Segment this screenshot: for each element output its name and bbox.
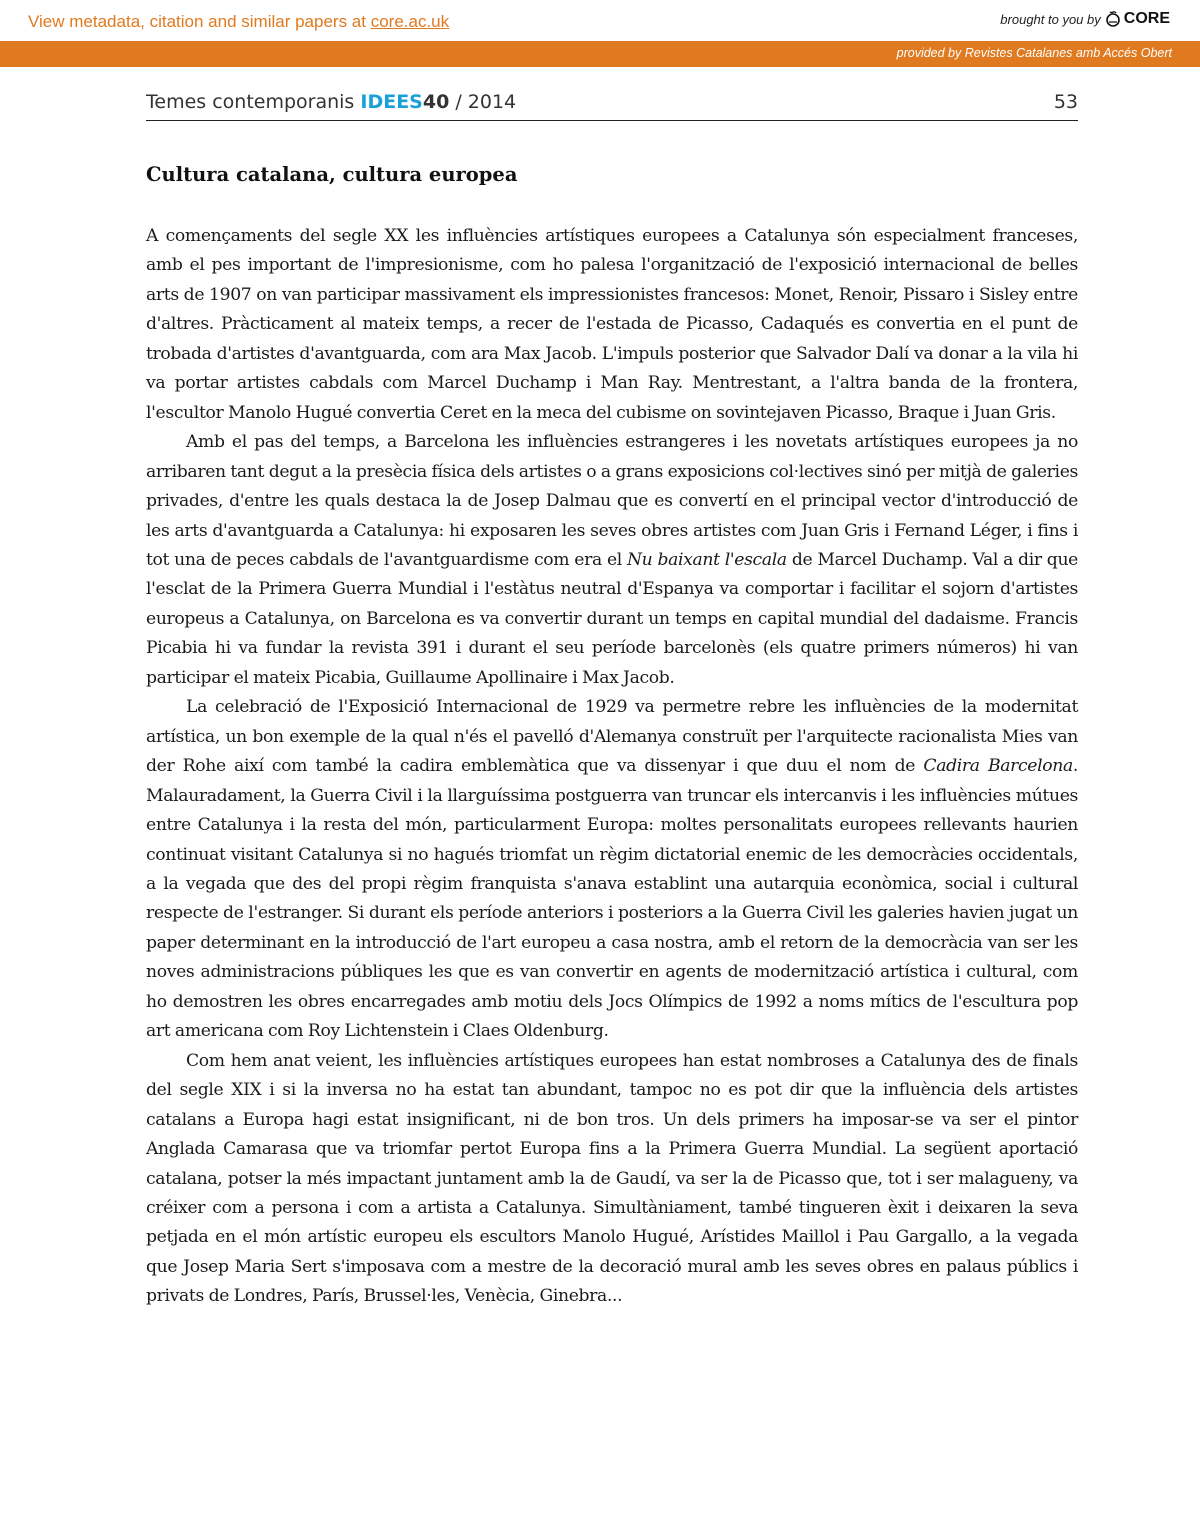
paragraph-4: Com hem anat veient, les influències artístiques europees han estat nombroses a Catalunya des de finals del segle XIX i si la inversa no ha estat tan abundant, tampoc no es pot dir que la influència dels artistes catalans a Europa hagi estat insignificant, ni de bon tros. Un dels primers ha imposar-se va ser el pintor Anglada Camarasa que va triomfar pertot Europa fins a la Primera Guerra Mundial. La següent aportació catalana, potser la més impactant juntament amb la de Gaudí, va ser la de Picasso que, tot i ser malagueny, va créixer com a persona i com a artista a Catalunya. Simultàniament, també tingueren èxit i deixaren la seva petjada en el món artístic europeu els escultors Manolo Hugué, Arístides Maillol i Pau Gargallo, a la vegada que Josep Maria Sert s'imposava com a mestre de la decoració mural amb les seves obres en palaus públics i privats de Londres, París, Brussel·les, Venècia, Ginebra... (146, 1050, 1078, 1307)
core-link-domain: core.ac.uk (370, 12, 450, 31)
brought-to-you-label: brought to you by (1000, 11, 1101, 27)
journal-issue: 40 (422, 91, 450, 113)
running-header (146, 88, 1078, 121)
paragraph-3-part-a: La celebració de l'Exposició Internacional de 1929 va permetre rebre les influències de la modernitat artística, un bon exemple de la qual n'és el pavelló d'Alemanya construït per l'arquitecte racionalista Mies van der Rohe així com també la cadira emblemàtica que va dissenyar i que duu el nom de (146, 697, 1078, 777)
provided-by-text: provided by Revistes Catalanes amb Accés Obert (896, 46, 1172, 60)
journal-year: / 2014 (449, 91, 517, 113)
paragraph-3 (146, 693, 1078, 1046)
paragraph-2-part-a: Amb el pas del temps, a Barcelona les influències estrangeres i les novetats artístiques europees ja no arribaren tant degut a la presècia física dels artistes o a grans exposicions col·lectives sinó per mitjà de galeries privades, d'entre les quals destaca la de Josep Dalmau que es convertí en el principal vector d'introducció de les arts d'avantguarda a Catalunya: hi exposaren les seves obres artistes com Juan Gris i Fernand Léger, i fins i tot una de peces cabdals de l'avantguardisme com era el (146, 432, 1078, 570)
artwork-title: Nu baixant l'escala (626, 549, 787, 570)
section-title: Cultura catalana, cultura europea (146, 163, 518, 186)
core-provider-bar (0, 41, 1200, 67)
paragraph-1: A començaments del segle XX les influències artístiques europees a Catalunya són especialment franceses, amb el pes important de l'impresionisme, com ho palesa l'organització de l'exposició internacional de belles arts de 1907 on van participar massivament els impressionistes francesos: Monet, Renoir, Pissaro i Sisley entre d'altres. Pràcticament al mateix temps, a recer de l'estada de Picasso, Cadaqués es convertia en el punt de trobada d'artistes d'avantguarda, com ara Max Jacob. L'impuls posterior que Salvador Dalí va donar a la vila hi va portar artistes cabdals com Marcel Duchamp i Man Ray. Mentrestant, a l'altra banda de la frontera, l'escultor Manolo Hugué convertia Ceret en la meca del cubisme on sovintejaven Picasso, Braque i Juan Gris. (146, 226, 1078, 423)
core-logo-icon (1105, 10, 1121, 28)
core-logo (1105, 10, 1170, 28)
chair-name: Cadira Barcelona (923, 756, 1073, 777)
article-body (146, 222, 1078, 1312)
page-number: 53 (1053, 91, 1078, 113)
core-link-prefix: View metadata, citation and similar papers at (28, 12, 371, 31)
journal-name: Temes contemporanis (146, 91, 361, 113)
core-metadata-link[interactable] (28, 12, 449, 32)
paragraph-2-part-b: de Marcel Duchamp. Val a dir que l'esclat de la Primera Guerra Mundial i l'estàtus neutral d'Espanya va comportar i facilitar el sojorn d'artistes europeus a Catalunya, on Barcelona es va convertir durant un temps en capital mundial del dadaisme. Francis Picabia hi va fundar la revista 391 i durant el seu període barcelonès (els quatre primers números) hi van participar el mateix Picabia, Guillaume Apollinaire i Max Jacob. (146, 549, 1078, 688)
core-logo-text: CORE (1123, 10, 1170, 27)
core-brand[interactable] (1000, 10, 1170, 28)
journal-line (146, 91, 516, 113)
paragraph-2 (146, 428, 1078, 693)
core-banner (0, 0, 1200, 42)
journal-ideas: IDEES (360, 91, 423, 113)
paragraph-3-part-b: . Malauradament, la Guerra Civil i la llarguíssima postguerra van truncar els intercanvis i les influències mútues entre Catalunya i la resta del món, particularment Europa: moltes personalitats europees rellevants haurien continuat visitant Catalunya si no hagués triomfat un règim dictatorial enemic de les democràcies occidentals, a la vegada que des del propi règim franquista s'anava establint una autarquia econòmica, social i cultural respecte de l'estranger. Si durant els període anteriors i posteriors a la Guerra Civil les galeries havien jugat un paper determinant en la introducció de l'art europeu a casa nostra, amb el retorn de la democràcia van ser les noves administracions públiques les que es van convertir en agents de modernització artística i cultural, com ho demostren les obres encarregades amb motiu dels Jocs Olímpics de 1992 a noms mítics de l'escultura pop art americana com Roy Lichtenstein i Claes Oldenburg. (146, 756, 1078, 1042)
